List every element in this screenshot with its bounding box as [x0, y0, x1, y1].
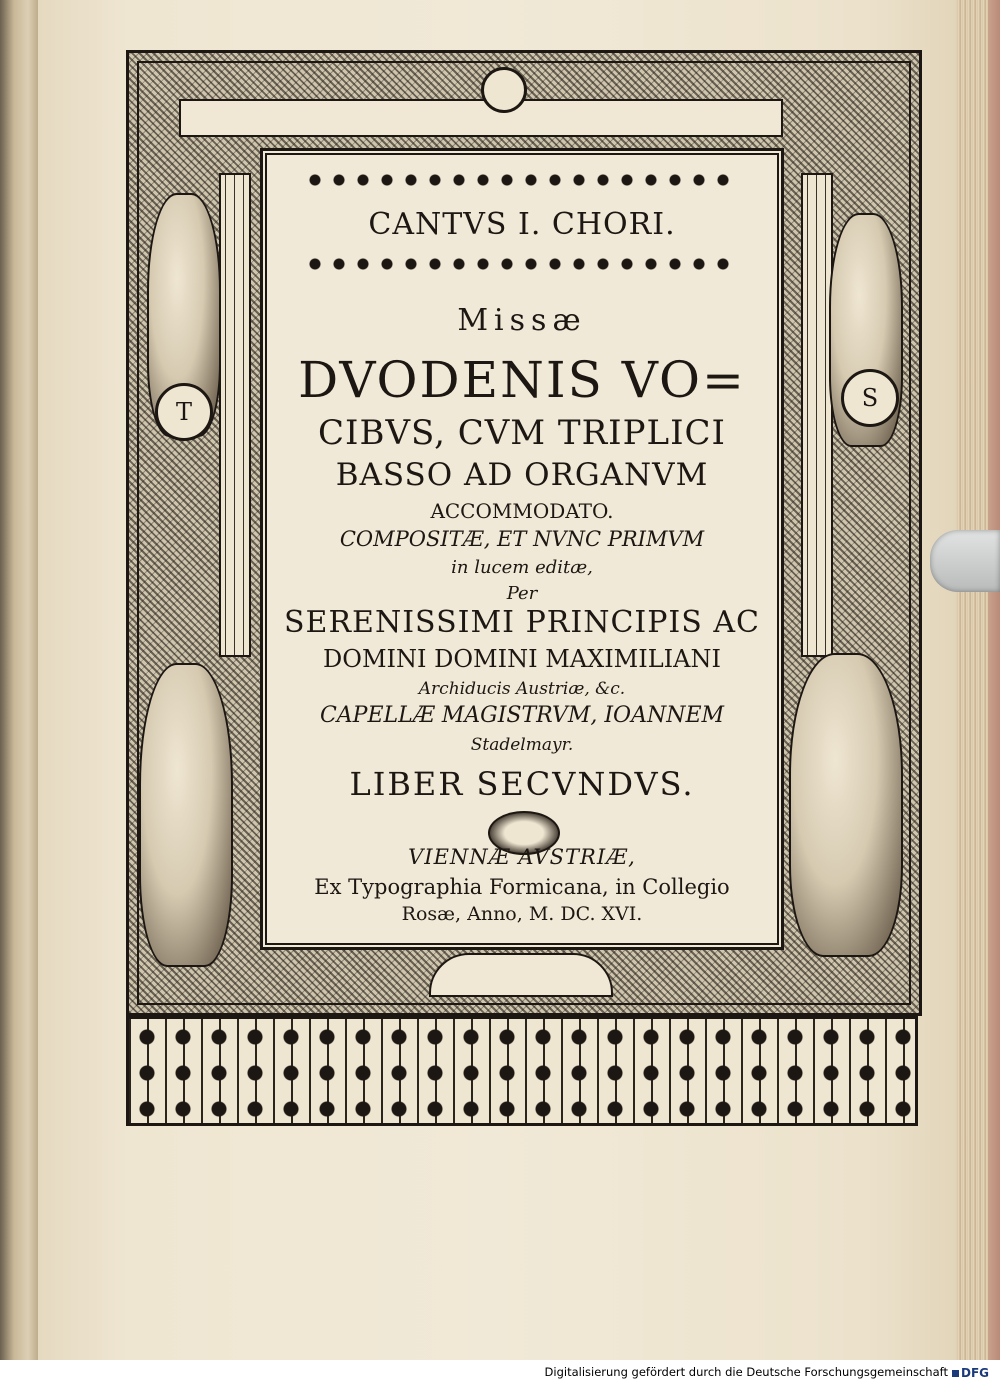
- cartouche-left: T: [155, 383, 213, 441]
- top-frieze: [179, 99, 783, 137]
- title-line-2: CIBVS, CVM TRIPLICI: [318, 413, 726, 453]
- dedication-line-1: SERENISSIMI PRINCIPIS AC: [284, 605, 760, 640]
- right-column: [801, 173, 833, 657]
- facing-page-edge: [0, 0, 40, 1360]
- title-line-3: BASSO AD ORGANVM: [335, 457, 709, 493]
- right-lower-cherub: [789, 653, 903, 957]
- funding-credit: Digitalisierung gefördert durch die Deutsche Forschungsgemeinschaft: [544, 1365, 948, 1379]
- top-ornament-band: [303, 165, 741, 195]
- missae-heading: Missæ: [457, 303, 587, 338]
- dedication-line-2: DOMINI DOMINI MAXIMILIANI: [323, 645, 721, 673]
- left-column: [219, 173, 251, 657]
- title-line-1: DVODENIS VO=: [298, 351, 746, 409]
- bottom-pediment: [429, 953, 613, 997]
- title-text-panel: [260, 148, 784, 950]
- footer-bar: [0, 1360, 1000, 1386]
- title-page: [38, 0, 956, 1360]
- dfg-logo-icon: [952, 1364, 994, 1382]
- compositae-line: COMPOSITÆ, ET NVNC PRIMVM: [339, 527, 705, 551]
- in-lucem-line: in lucem editæ,: [451, 557, 593, 578]
- cartouche-right: S: [841, 369, 899, 427]
- top-medallion: [481, 67, 527, 113]
- part-title: CANTVS I. CHORI.: [368, 207, 676, 242]
- page-clip: [930, 530, 1000, 592]
- imprint-printer: Ex Typographia Formicana, in Collegio: [314, 875, 730, 899]
- bottom-ornamental-band: [126, 1016, 918, 1126]
- lower-ornament-band: [303, 249, 741, 279]
- title-line-4: ACCOMMODATO.: [430, 499, 614, 523]
- dfg-logo-text: DFG: [961, 1366, 990, 1380]
- page-stack-edge: [952, 0, 1000, 1360]
- imprint-date: Rosæ, Anno, M. DC. XVI.: [401, 903, 643, 925]
- author-line-1: CAPELLÆ MAGISTRVM, IOANNEM: [319, 703, 725, 728]
- book-number: LIBER SECVNDVS.: [349, 765, 695, 803]
- imprint-place: VIENNÆ AVSTRIÆ,: [408, 845, 636, 869]
- author-name: Stadelmayr.: [470, 735, 574, 755]
- per-line: Per: [506, 583, 538, 604]
- left-lower-cherub: [139, 663, 233, 967]
- dedication-line-3: Archiducis Austriæ, &c.: [418, 679, 626, 699]
